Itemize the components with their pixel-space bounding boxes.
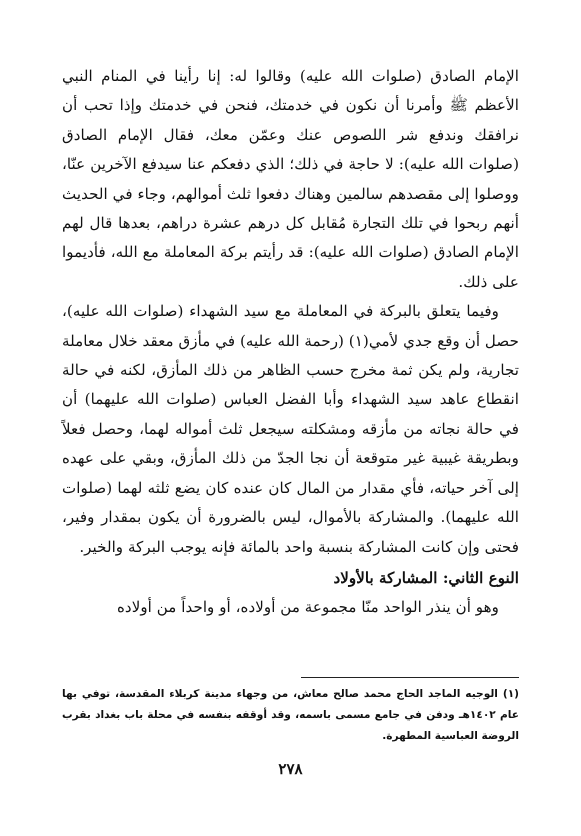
footnote-text: (١) الوجيه الماجد الحاج محمد صالح معاش، من وجهاء مدينة كربلاء المقدسة، توفي بها عام ١٤٠٢هـ ودفن في جامع مسمى باسمه، وقد أوقفه بنفسه في محلة باب بغداد بقرب الروضة العباسية المطهرة. <box>62 688 519 742</box>
paragraph-1: الإمام الصادق (صلوات الله عليه) وقالوا له: إنا رأينا في المنام النبي الأعظم ﷺ وأمرنا أن نكون في خدمتك، فنحن في خدمتك وإذا تحب أن نرافقك وندفع شر اللصوص عنك وعمّن معك، فقال الإمام الصادق (صلوات الله عليه): لا حاجة في ذلك؛ الذي دفعكم عنا سيدفع الآخرين عنّا، ووصلوا إلى مقصدهم سالمين وهناك دفعوا ثلث أموالهم، وجاء في الحديث أنهم ربحوا في تلك التجارة مُقابل كل درهم عشرة دراهم، بعدها قال لهم الإمام الصادق (صلوات الله عليه): قد رأيتم بركة المعاملة مع الله، فأديموا على ذلك. <box>62 67 519 291</box>
footnote <box>62 684 519 747</box>
paragraph-3: وهو أن ينذر الواحد منّا مجموعة من أولاده، أو واحداً من أولاده <box>116 598 499 617</box>
footnote-divider <box>301 677 519 678</box>
paragraph-2: وفيما يتعلق بالبركة في المعاملة مع سيد الشهداء (صلوات الله عليه)، حصل أن وقع جدي لأمي(١) (رحمة الله عليه) في مأزق معقد خلال معاملة تجارية، ولم يكن ثمة مخرج حسب الظاهر من ذلك المأزق، لكنه في حالة انقطاع عاهد سيد الشهداء وأبا الفضل العباس (صلوات الله عليهما) أن في حالة نجاته من مأزقه ومشكلته سيجعل ثلث أمواله لهما، وحصل فعلاً وبطريقة غيبية غير متوقعة أن نجا الجدّ من ذلك المأزق، وبقي على عهده إلى آخر حياته، فأي مقدار من المال كان عنده كان يضع ثلثه لهما (صلوات الله عليهما). والمشاركة بالأموال، ليس بالضرورة أن يكون بمقدار وفير، فحتى وإن كانت المشاركة بنسبة واحد بالمائة فإنه يوجب البركة والخير. <box>62 302 519 556</box>
section-heading: النوع الثاني: المشاركة بالأولاد <box>333 568 519 587</box>
main-text <box>62 62 519 623</box>
page-number: ٢٧٨ <box>278 760 303 778</box>
